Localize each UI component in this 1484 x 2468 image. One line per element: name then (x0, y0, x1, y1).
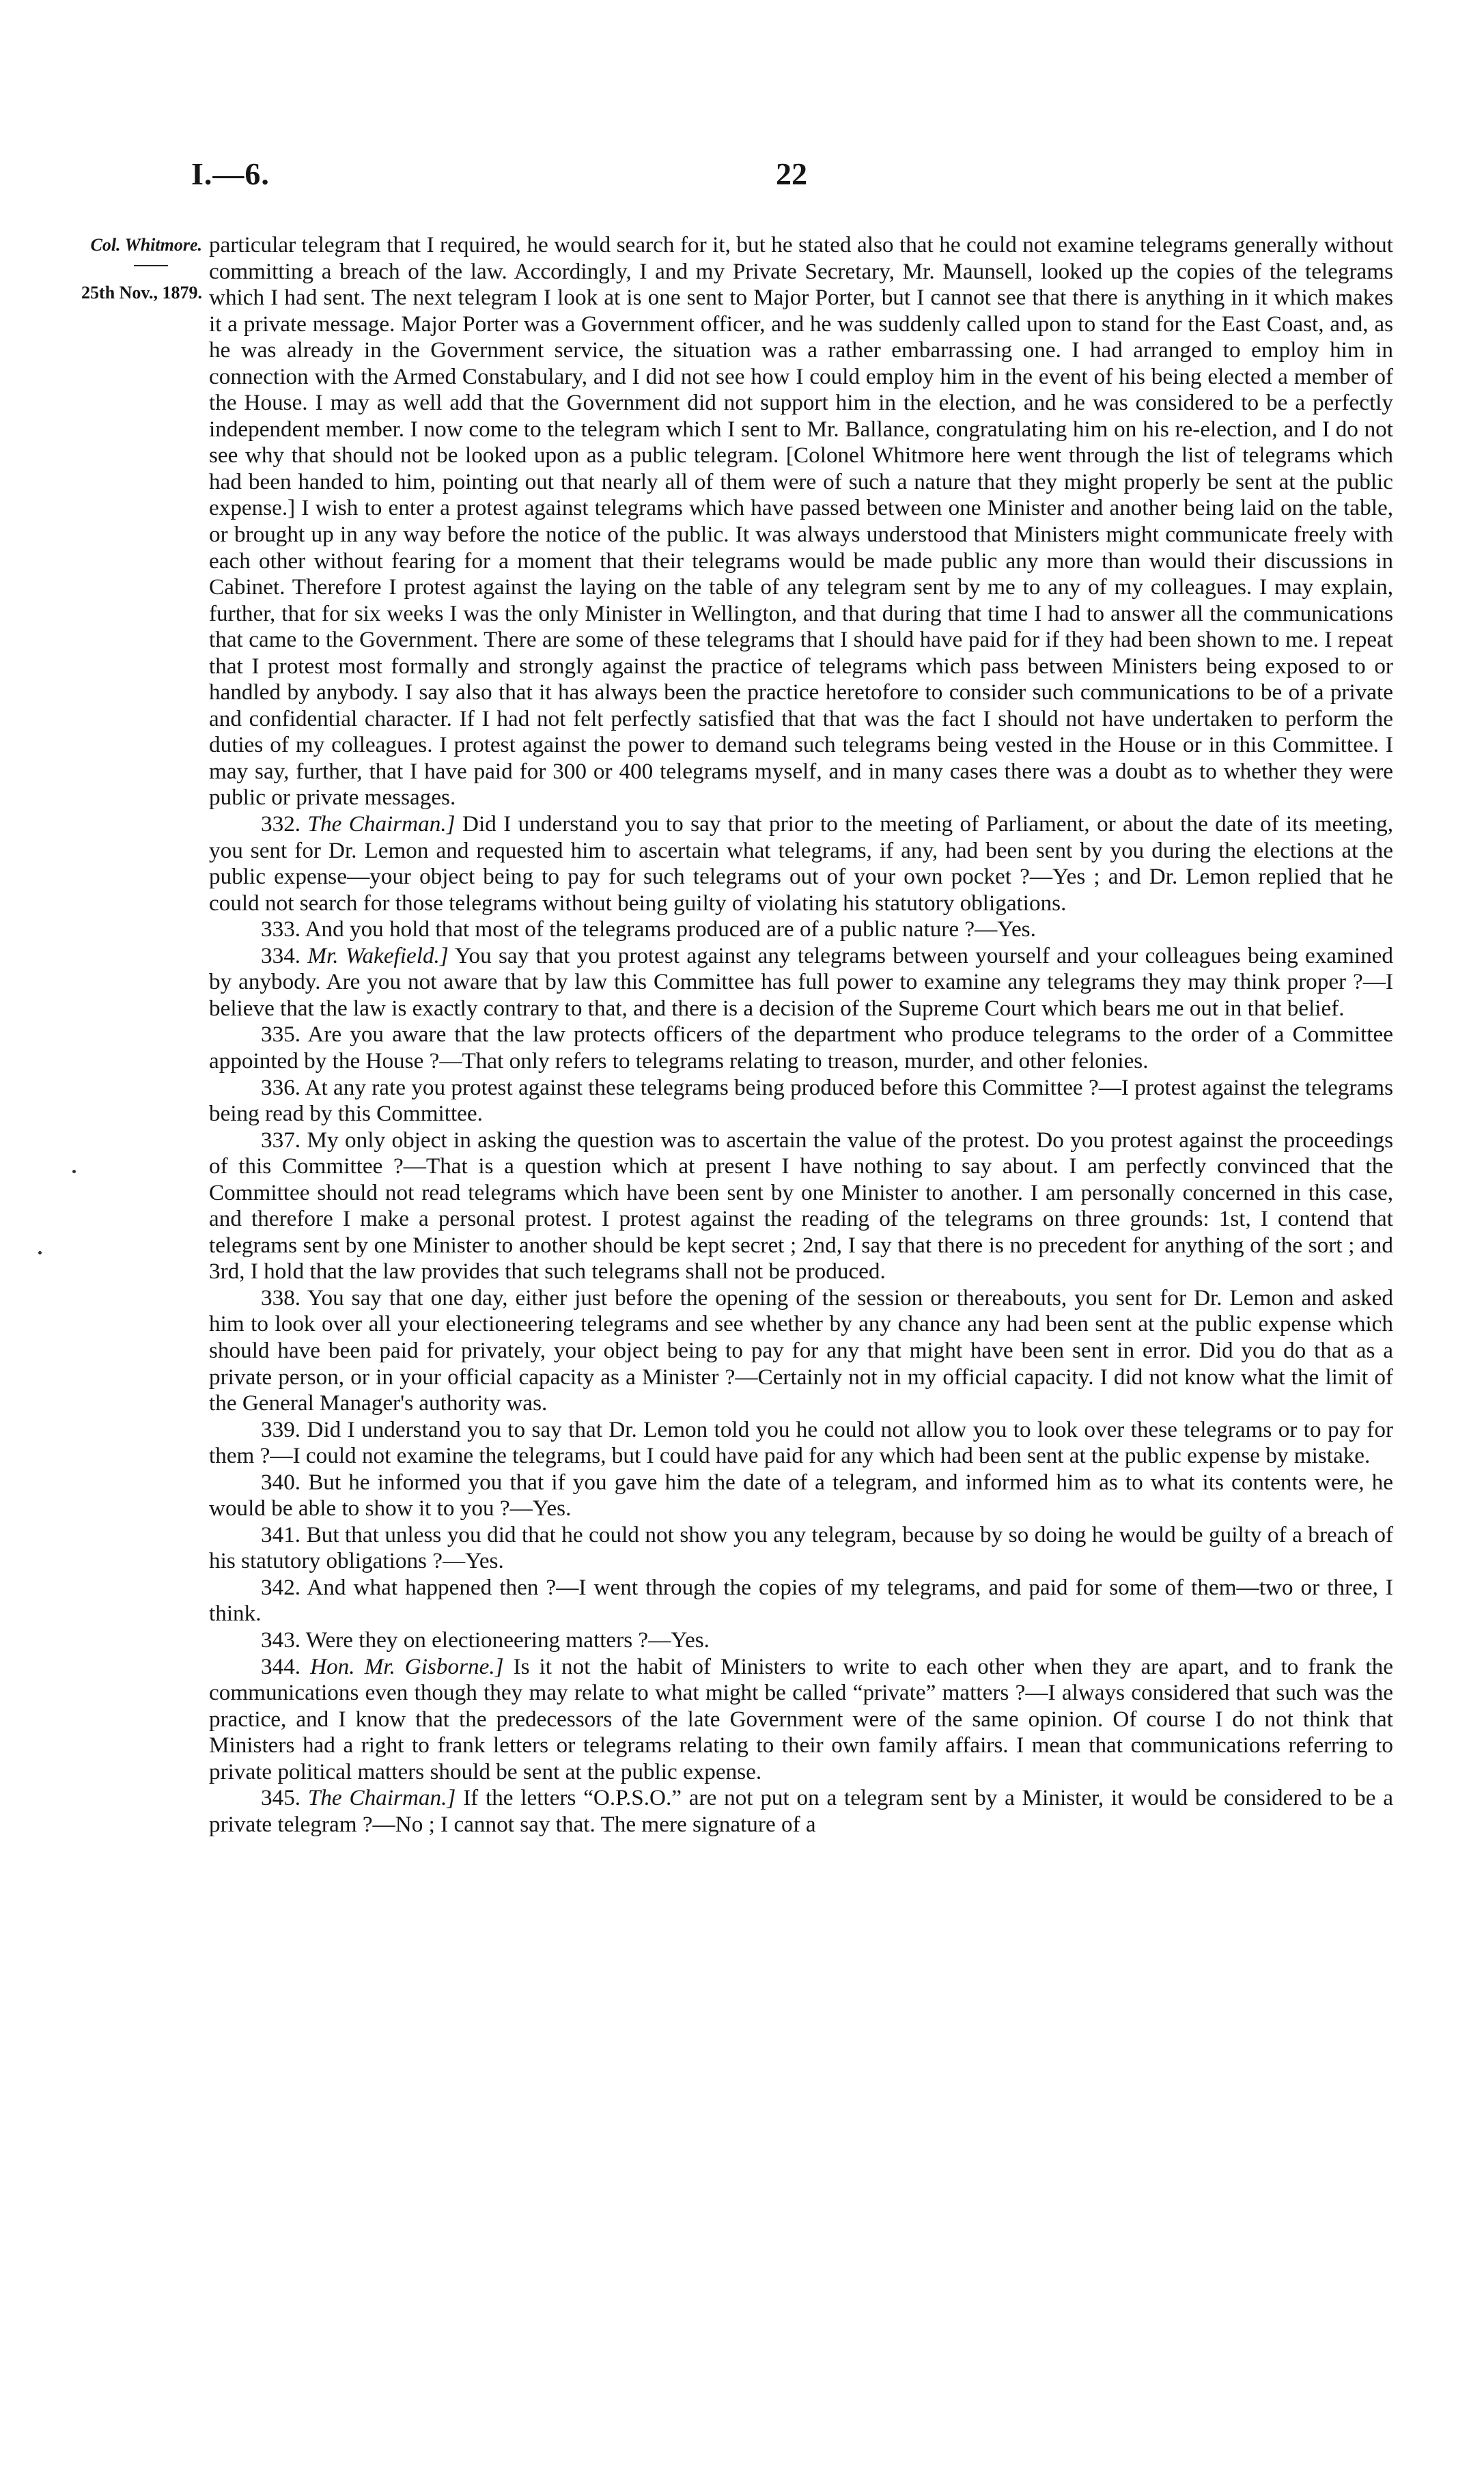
question-340 (209, 1470, 1393, 1522)
question-336 (209, 1075, 1393, 1127)
question-text: Is it not the habit of Ministers to write to each other when they are apart, and to frank the communications even though they may relate to what might be called “private” matters ?—I always considered that such was the practice, and I know that the predecessors of the late Government were of the same opinion. Of course I do not think that Ministers had a right to frank letters or telegrams relating to their own family affairs. I mean that communications referring to private political matters should be sent at the public expense. (209, 1653, 1394, 1784)
question-345 (209, 1785, 1393, 1838)
report-reference: I.—6. (191, 156, 270, 191)
margin-rule (134, 265, 168, 266)
question-332 (209, 811, 1393, 916)
question-339 (209, 1417, 1393, 1470)
question-text: Were they on electioneering matters ?—Yes. (305, 1627, 710, 1653)
question-text: And you hold that most of the telegrams produced are of a public nature ?—Yes. (305, 916, 1036, 942)
continued-answer-paragraph (209, 232, 1393, 811)
question-text: My only object in asking the question was to ascertain the value of the protest. Do you protest against the proceedings of this Committee ?—That is a question which at present I have nothing to say about. I am perfectly convinced that the Committee should not read telegrams which have been sent by one Minister to another. I am personally concerned in this case, and therefore I make a personal protest. I protest against the reading of the telegrams on three grounds: 1st, I contend that telegrams sent by one Minister to another should be kept secret ; 2nd, I say that there is no precedent for anything of the sort ; and 3rd, I hold that the law provides that such telegrams shall not be produced. (209, 1127, 1393, 1285)
question-text: But he informed you that if you gave him the date of a telegram, and informed him as to what its contents were, he would be able to show it to you ?—Yes. (209, 1469, 1393, 1522)
question-text: Did I understand you to say that Dr. Lemon told you he could not allow you to look over these telegrams or to pay for them ?—I could not examine the telegrams, but I could have paid for any which had been sent at the public expense by mistake. (209, 1416, 1394, 1469)
question-text: You say that you protest against any telegrams between yourself and your colleagues being examined by anybody. Are you not aware that by law this Committee has full power to examine any telegrams they may think proper ?—I believe that the law is exactly contrary to that, and there is a decision of the Supreme Court which bears me out in that belief. (209, 942, 1393, 1021)
speaker-label: The Chairman.] (307, 811, 456, 837)
question-number: 333. (261, 916, 301, 942)
speaker-label: Hon. Mr. Gisborne.] (310, 1653, 504, 1679)
question-344 (209, 1654, 1393, 1786)
question-text: But that unless you did that he could not show you any telegram, because by so doing he would be guilty of a breach of his statutory obligations ?—Yes. (209, 1522, 1393, 1574)
margin-dot (38, 1251, 42, 1254)
question-number: 334. (261, 942, 301, 968)
question-text: Are you aware that the law protects officers of the department who produce telegrams to the order of a Committee appointed by the House ?—That only refers to telegrams relating to treason, murder, and other felonies. (209, 1022, 1393, 1074)
evidence-body (209, 232, 1393, 1838)
margin-date: 25th Nov., 1879. (81, 283, 202, 303)
question-number: 339. (261, 1416, 301, 1442)
question-number: 340. (261, 1469, 301, 1495)
question-333 (209, 916, 1393, 943)
margin-dot (72, 1170, 76, 1173)
question-number: 343. (261, 1627, 301, 1653)
question-text: You say that one day, either just before the opening of the session or thereabouts, you sent for Dr. Lemon and asked him to look over all your electioneering telegrams and see whether by any chance any had been sent at the public expense which should have been paid for privately, your object being to pay for any that might have been sent in error. Did you do that as a private person, or in your official capacity as a Minister ?—Certainly not in my official capacity. I did not know what the limit of the General Manager's authority was. (209, 1285, 1393, 1416)
question-number: 335. (261, 1022, 301, 1048)
question-number: 332. (261, 811, 301, 837)
page-number: 22 (776, 156, 807, 191)
speaker-label: The Chairman.] (307, 1785, 456, 1811)
paragraph-text: particular telegram that I required, he would search for it, but he stated also that he could not examine telegrams generally without committing a breach of the law. Accordingly, I and my Private Secretary, Mr. Maunsell, looked up the copies of the telegrams which I had sent. The next telegram I look at is one sent to Major Porter, but I cannot see that there is anything in it which makes it a private message. Major Porter was a Government officer, and he was suddenly called upon to stand for the East Coast, and, as he was already in the Government service, the situation was a rather embarrassing one. I had arranged to employ him in connection with the Armed Constabulary, and I did not see how I could employ him in the event of his being elected a member of the House. I may as well add that the Government did not support him in the election, and he was considered to be a perfectly independent member. I now come to the telegram which I sent to Mr. Ballance, congratulating him on his re-election, and I do not see why that should not be looked upon as a public telegram. [Colonel Whitmore here went through the list of telegrams which had been handed to him, pointing out that nearly all of them were of such a nature that they might properly be sent at the public expense.] I wish to enter a protest against telegrams which have passed between one Minister and another being laid on the table, or brought up in any way before the notice of the public. It was always understood that Ministers might communicate freely with each other without fearing for a moment that their telegrams would be made public any more than would their discussions in Cabinet. Therefore I protest against the laying on the table of any telegram sent by me to any of my colleagues. I may explain, further, that for six weeks I was the only Minister in Wellington, and that during that time I had to answer all the communications that came to the Government. There are some of these telegrams that I should have paid for if they had been shown to me. I repeat that I protest most formally and strongly against the practice of telegrams which pass between Ministers being exposed to or handled by anybody. I say also that it has always been the practice heretofore to consider such communications to be of a private and confidential character. If I had not felt perfectly satisfied that that was the fact I should not have undertaken to perform the duties of my colleagues. I protest against the power to demand such telegrams being vested in the House or in this Committee. I may say, further, that I have paid for 300 or 400 telegrams myself, and in many cases there was a doubt as to whether they were public or private messages. (209, 232, 1393, 811)
speaker-label: Mr. Wakefield.] (307, 942, 449, 968)
question-334 (209, 943, 1393, 1022)
question-number: 342. (261, 1574, 301, 1600)
question-335 (209, 1022, 1393, 1074)
question-337 (209, 1127, 1393, 1285)
question-number: 338. (261, 1285, 301, 1310)
question-text: Did I understand you to say that prior to the meeting of Parliament, or about the date of its meeting, you sent for Dr. Lemon and requested him to ascertain what telegrams, if any, had been sent by you during the elections at the public expense—your object being to pay for such telegrams out of your own pocket ?—Yes ; and Dr. Lemon replied that he could not search for those telegrams without being guilty of violating his statutory obligations. (209, 811, 1394, 916)
question-342 (209, 1575, 1393, 1627)
question-text: And what happened then ?—I went through the copies of my telegrams, and paid for some of them—two or three, I think. (209, 1574, 1393, 1627)
margin-witness-name: Col. Whitmore. (90, 235, 202, 255)
question-text: If the letters “O.P.S.O.” are not put on a telegram sent by a Minister, it would be considered to be a private telegram ?—No ; I cannot say that. The mere signature of a (209, 1785, 1394, 1837)
question-343 (209, 1627, 1393, 1654)
question-number: 337. (261, 1127, 301, 1153)
question-number: 341. (261, 1522, 301, 1547)
question-text: At any rate you protest against these telegrams being produced before this Committee ?—I protest against the telegrams being read by this Committee. (209, 1074, 1393, 1127)
question-number: 344. (261, 1653, 301, 1679)
question-341 (209, 1522, 1393, 1575)
question-338 (209, 1285, 1393, 1417)
question-number: 345. (261, 1785, 301, 1811)
question-number: 336. (261, 1074, 301, 1100)
